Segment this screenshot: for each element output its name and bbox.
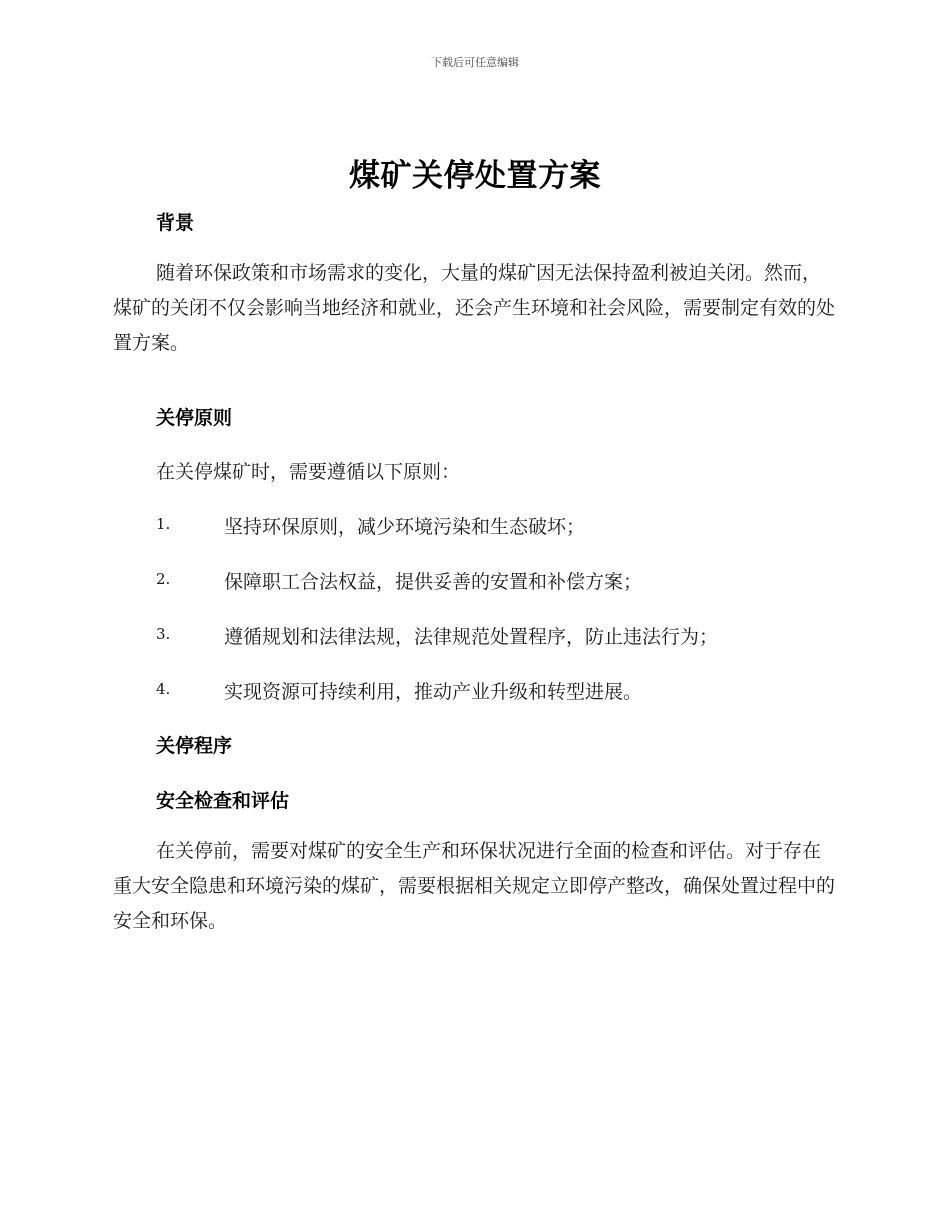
sub-heading-safety-check: 安全检查和评估 (156, 790, 290, 812)
list-item-text: 实现资源可持续利用，推动产业升级和转型进展。 (224, 681, 643, 703)
list-item-number: 4. (156, 680, 171, 698)
list-item-text: 坚持环保原则，减少环境污染和生态破坏； (224, 516, 586, 538)
section-heading-principles: 关停原则 (156, 407, 233, 429)
header-note: 下载后可任意编辑 (431, 56, 519, 69)
list-item-number: 1. (156, 515, 171, 533)
list-item-text: 遵循规划和法律法规，法律规范处置程序，防止违法行为； (224, 626, 719, 648)
list-item-number: 3. (156, 625, 171, 643)
principles-intro: 在关停煤矿时，需要遵循以下原则： (156, 461, 461, 483)
section-heading-background: 背景 (156, 212, 195, 234)
list-item-text: 保障职工合法权益，提供妥善的安置和补偿方案； (224, 571, 643, 593)
background-paragraph: 随着环保政策和市场需求的变化，大量的煤矿因无法保持盈利被迫关闭。然而，煤矿的关闭不仅会影响当地经济和就业，还会产生环境和社会风险，需要制定有效的处置方案。 (113, 262, 836, 354)
section-heading-procedure: 关停程序 (156, 735, 233, 757)
document-title: 煤矿关停处置方案 (349, 158, 601, 194)
procedure-paragraph: 在关停前，需要对煤矿的安全生产和环保状况进行全面的检查和评估。对于存在重大安全隐患和环境污染的煤矿，需要根据相关规定立即停产整改，确保处置过程中的安全和环保。 (113, 840, 836, 932)
list-item-number: 2. (156, 570, 171, 588)
